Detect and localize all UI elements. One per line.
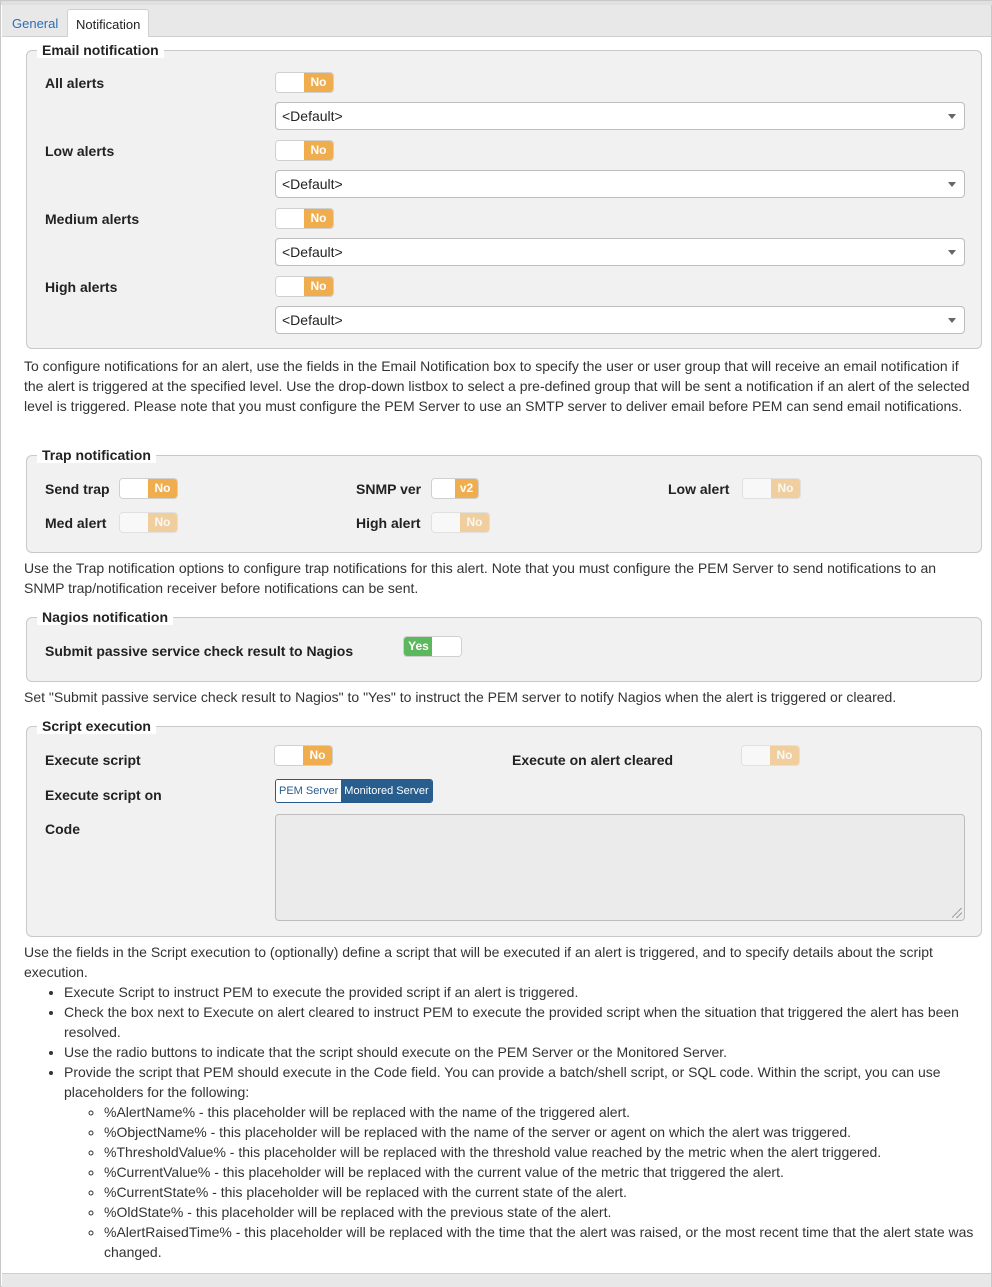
execute-script-label: Execute script (45, 752, 141, 768)
bottom-bar (2, 1273, 991, 1287)
toggle-knob (276, 141, 305, 160)
toggle-knob (276, 277, 305, 296)
low-alerts-label: Low alerts (45, 143, 115, 159)
high-alerts-select[interactable] (275, 306, 965, 334)
toggle-state: No (148, 513, 177, 532)
tab-general[interactable]: General (12, 16, 59, 31)
low-alert-toggle[interactable] (742, 478, 801, 499)
nagios-submit-toggle[interactable] (403, 636, 462, 657)
select-value: <Default> (282, 108, 343, 124)
placeholder-list (64, 1102, 979, 1262)
tab-notification[interactable]: Notification (67, 9, 149, 38)
high-alerts-toggle[interactable] (275, 276, 334, 297)
all-alerts-toggle[interactable] (275, 72, 334, 93)
execute-script-toggle[interactable] (274, 745, 333, 766)
code-textarea[interactable] (275, 814, 965, 921)
med-alert-label: Med alert (45, 515, 107, 531)
high-alerts-label: High alerts (45, 279, 118, 295)
tab-bar (2, 5, 991, 37)
select-value: <Default> (282, 244, 343, 260)
trap-notification-legend: Trap notification (37, 447, 156, 463)
snmp-ver-toggle[interactable] (431, 478, 479, 499)
placeholder-item: ◦ %ObjectName% - this placeholder will be replaced with the name of the server or agent on which the alert was triggered. (104, 1122, 979, 1142)
script-execution-legend: Script execution (37, 718, 156, 734)
nagios-submit-label: Submit passive service check result to Nagios (45, 643, 354, 659)
toggle-state: No (304, 141, 333, 160)
list-item (64, 1062, 979, 1262)
nagios-description: Set "Submit passive service check result to Nagios" to "Yes" to instruct the PEM server to notify Nagios when the alert is triggered or cleared. (24, 689, 897, 705)
script-description-text: Use the fields in the Script execution to (optionally) define a script that will be executed if an alert is triggered, and to specify details about the script execution. (24, 944, 933, 980)
low-alert-label: Low alert (668, 481, 730, 497)
execute-script-on-label: Execute script on (45, 787, 162, 803)
email-description: To configure notifications for an alert, use the fields in the Email Notification box to specify the user or user group that will receive an email notification if the alert is triggered at the specified level. Use the drop-down listbox to select a pre-defined group that will be sent a notification if an alert of the selected level is triggered. Please note that you must configure the PEM Server to use an SMTP server to deliver email before PEM can send email notifications. (24, 358, 970, 414)
toggle-knob (276, 209, 305, 228)
execute-on-cleared-label: Execute on alert cleared (512, 752, 674, 768)
all-alerts-select[interactable] (275, 102, 965, 130)
placeholder-item: ◦ %AlertRaisedTime% - this placeholder will be replaced with the time that the alert was raised, or the most recent time that the alert state was changed. (104, 1222, 979, 1262)
select-value: <Default> (282, 176, 343, 192)
script-description (24, 942, 979, 1262)
chevron-down-icon (948, 182, 956, 187)
list-item: • Execute Script to instruct PEM to execute the provided script if an alert is triggered. (64, 982, 979, 1002)
chevron-down-icon (948, 318, 956, 323)
trap-description: Use the Trap notification options to configure trap notifications for this alert. Note that you must configure the PEM Server to send notifications to an SNMP trap/notification receiver before notifications can be sent. (24, 560, 937, 596)
low-alerts-select[interactable] (275, 170, 965, 198)
toggle-state: No (304, 73, 333, 92)
execute-on-cleared-toggle[interactable] (741, 745, 800, 766)
toggle-state: No (303, 746, 332, 765)
code-label: Code (45, 821, 80, 837)
toggle-knob (432, 513, 461, 532)
email-notification-legend: Email notification (37, 42, 164, 58)
toggle-state: No (771, 479, 800, 498)
all-alerts-label: All alerts (45, 75, 105, 91)
list-item: • Use the radio buttons to indicate that the script should execute on the PEM Server or the Monitored Server. (64, 1042, 979, 1062)
toggle-knob (743, 479, 772, 498)
toggle-state: No (148, 479, 177, 498)
list-item-text: Provide the script that PEM should execute in the Code field. You can provide a batch/shell script, or SQL code. Within the script, you can use placeholders for the following: (64, 1064, 941, 1100)
placeholder-item: ◦ %AlertName% - this placeholder will be replaced with the name of the triggered alert. (104, 1102, 979, 1122)
toggle-knob (275, 746, 304, 765)
medium-alerts-label: Medium alerts (45, 211, 140, 227)
low-alerts-toggle[interactable] (275, 140, 334, 161)
medium-alerts-select[interactable] (275, 238, 965, 266)
chevron-down-icon (948, 250, 956, 255)
resize-handle-icon[interactable] (952, 908, 962, 918)
execute-script-on-selector (275, 779, 433, 803)
nagios-notification-legend: Nagios notification (37, 609, 173, 625)
placeholder-item: ◦ %CurrentState% - this placeholder will be replaced with the current state of the alert. (104, 1182, 979, 1202)
toggle-state: No (770, 746, 799, 765)
monitored-server-option[interactable]: Monitored Server (341, 780, 431, 802)
toggle-knob (432, 479, 456, 498)
send-trap-label: Send trap (45, 481, 110, 497)
med-alert-toggle[interactable] (119, 512, 178, 533)
toggle-knob (432, 637, 461, 656)
send-trap-toggle[interactable] (119, 478, 178, 499)
list-item: • Check the box next to Execute on alert cleared to instruct PEM to execute the provided script when the situation that triggered the alert has been resolved. (64, 1002, 979, 1042)
toggle-state: No (460, 513, 489, 532)
toggle-state: No (304, 209, 333, 228)
placeholder-item: ◦ %OldState% - this placeholder will be replaced with the previous state of the alert. (104, 1202, 979, 1222)
select-value: <Default> (282, 312, 343, 328)
placeholder-item: ◦ %ThresholdValue% - this placeholder will be replaced with the threshold value reached by the metric when the alert triggered. (104, 1142, 979, 1162)
trap-notification-group (26, 447, 982, 553)
tab-content (2, 37, 991, 1273)
placeholder-item: ◦ %CurrentValue% - this placeholder will be replaced with the current value of the metric that triggered the alert. (104, 1162, 979, 1182)
toggle-knob (120, 479, 149, 498)
toggle-state: v2 (455, 479, 478, 498)
toggle-knob (120, 513, 149, 532)
snmp-ver-label: SNMP ver (356, 481, 422, 497)
toggle-state: Yes (404, 637, 433, 656)
toggle-state: No (304, 277, 333, 296)
medium-alerts-toggle[interactable] (275, 208, 334, 229)
high-alert-toggle[interactable] (431, 512, 490, 533)
toggle-knob (742, 746, 771, 765)
script-bullet-list (24, 982, 979, 1262)
toggle-knob (276, 73, 305, 92)
pem-server-option[interactable]: PEM Server (276, 780, 341, 802)
high-alert-label: High alert (356, 515, 421, 531)
chevron-down-icon (948, 114, 956, 119)
